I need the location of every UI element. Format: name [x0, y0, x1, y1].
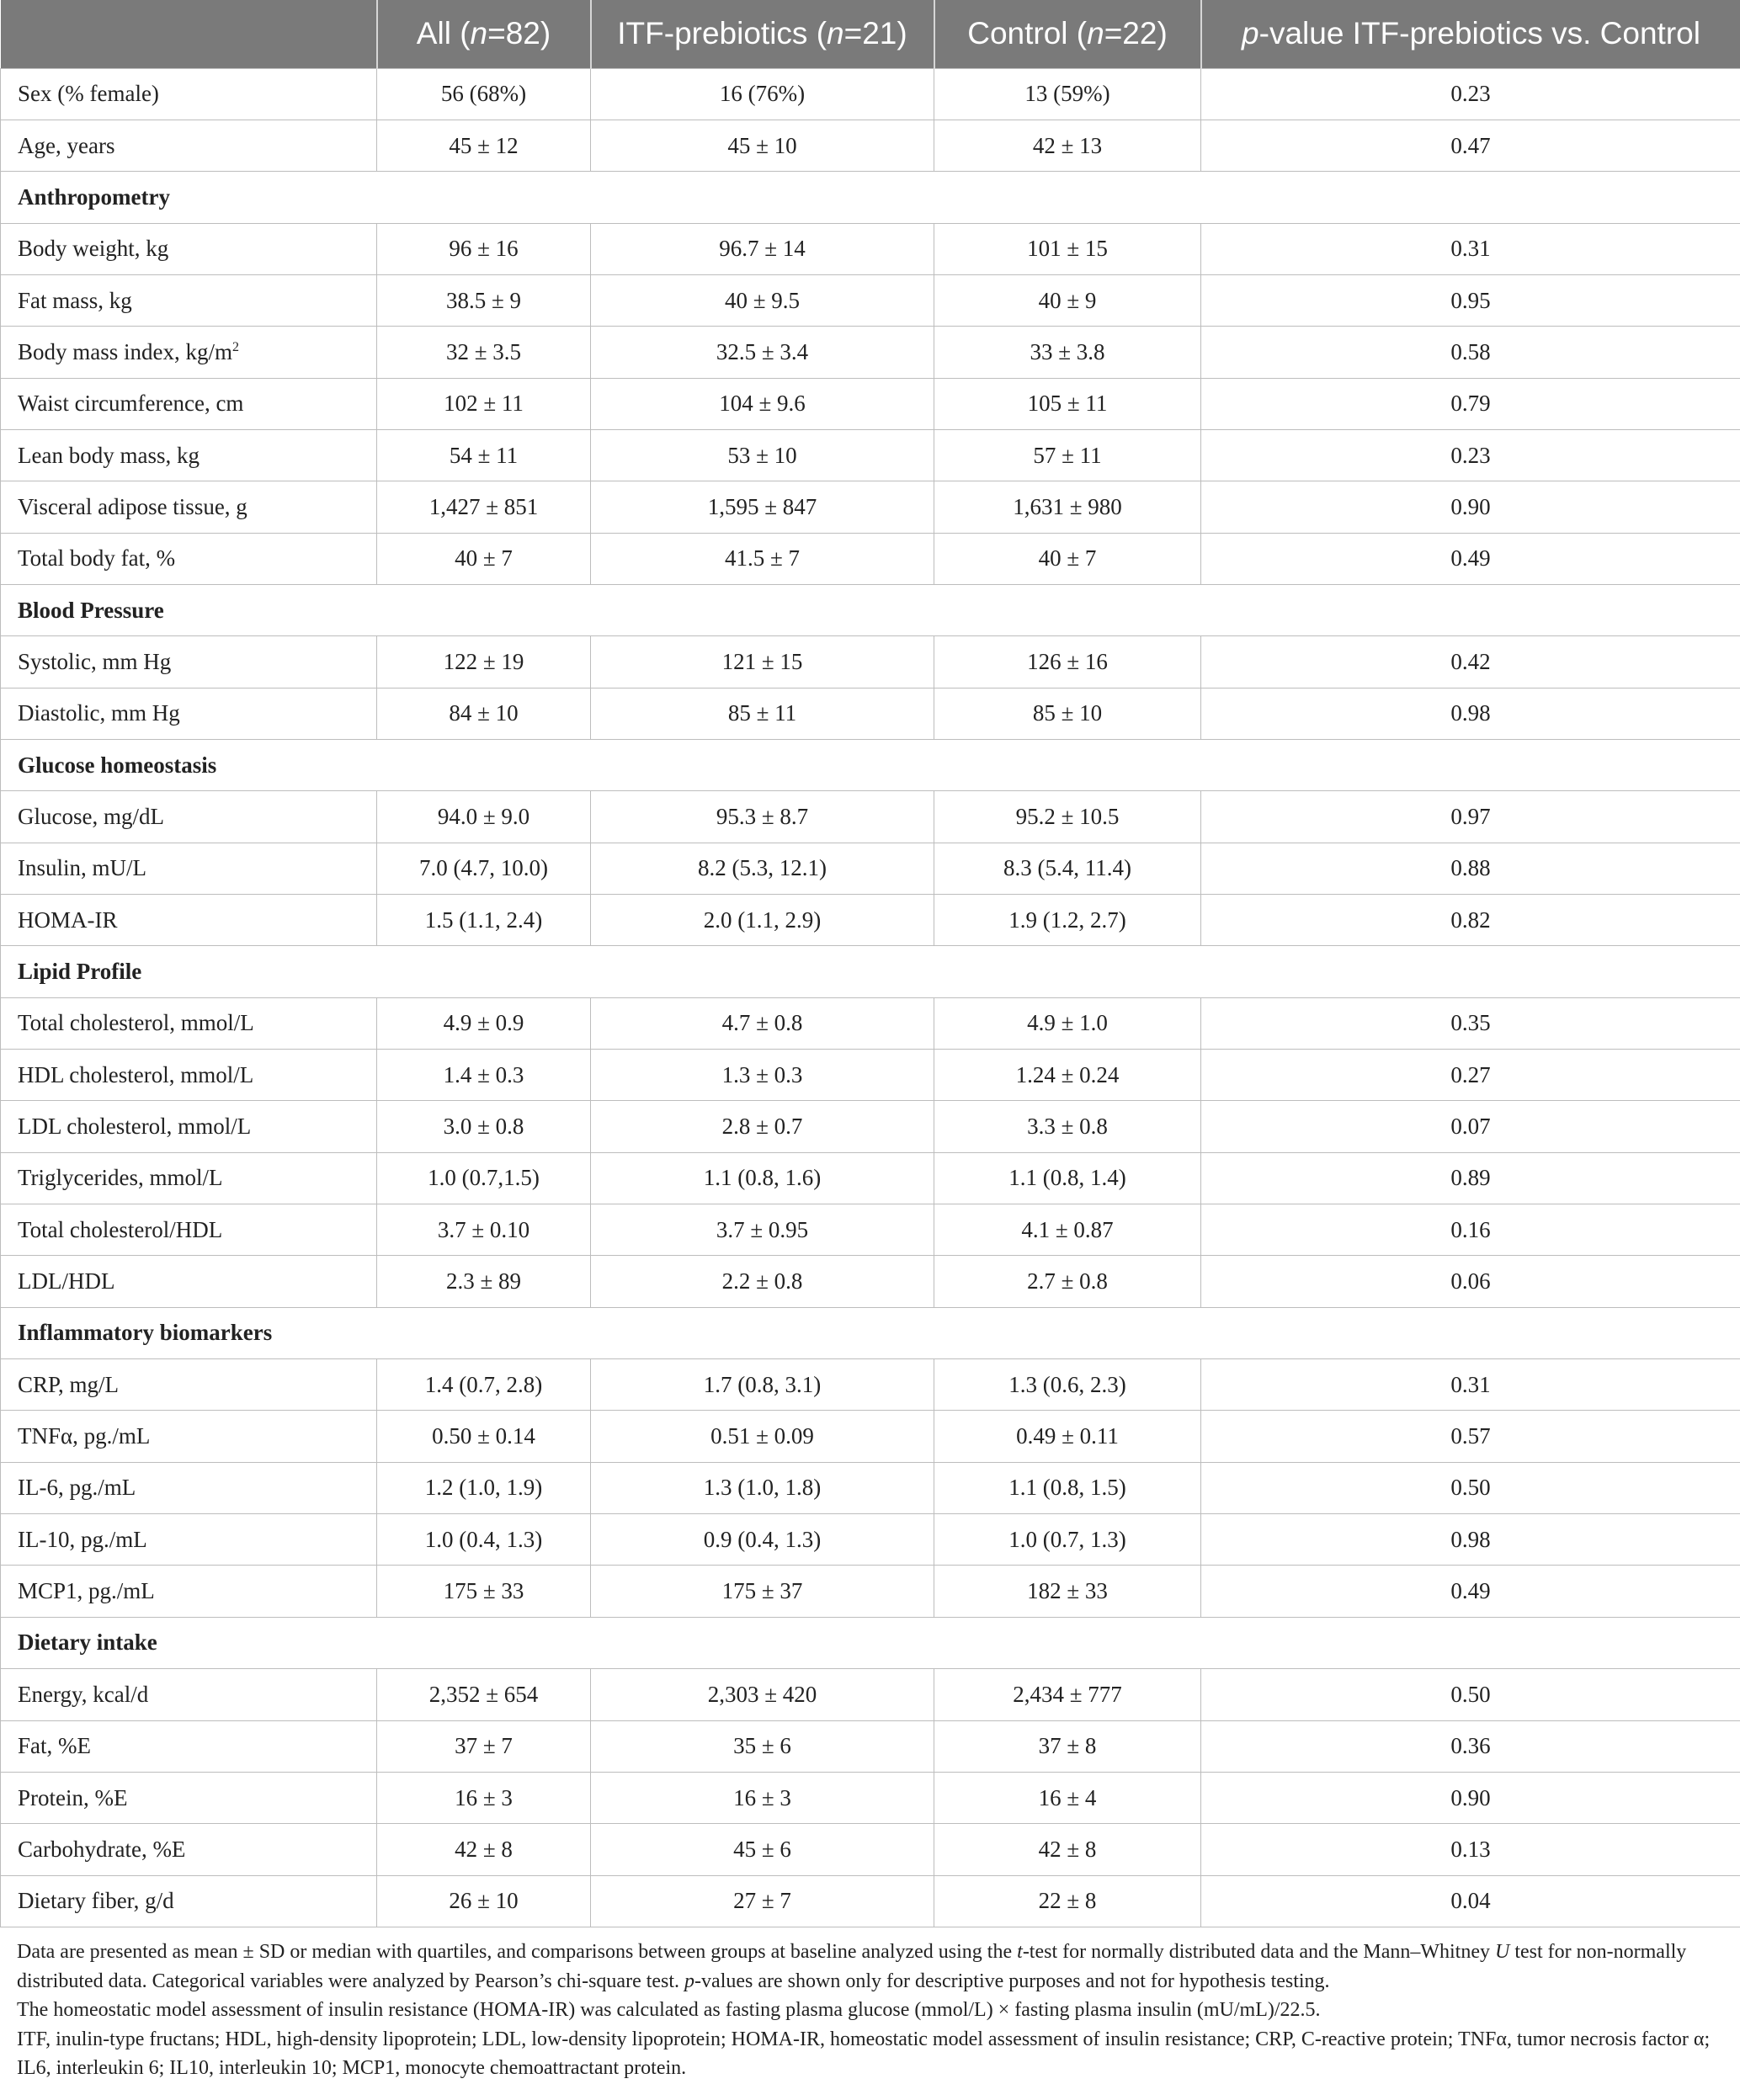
section-header-row [1, 1307, 1740, 1358]
header-p-value: p-value ITF-prebiotics vs. Control [1201, 0, 1740, 68]
header-row [1, 0, 1740, 68]
cell-control: 2.7 ± 0.8 [934, 1256, 1201, 1307]
cell-itf-prebiotics: 2,303 ± 420 [591, 1669, 934, 1720]
header-itf-prebiotics: ITF-prebiotics (n=21) [591, 0, 934, 68]
footnote-homa-ir: The homeostatic model assessment of insulin resistance (HOMA-IR) was calculated as fasting plasma glucose (mmol/L) × fasting plasma insulin (mU/mL)/22.5. [17, 1999, 1321, 2021]
table-row [1, 1152, 1740, 1204]
header-label-column [1, 0, 377, 68]
cell-all: 42 ± 8 [377, 1824, 591, 1875]
cell-p-value: 0.23 [1201, 68, 1740, 120]
table-row [1, 223, 1740, 274]
cell-p-value: 0.82 [1201, 895, 1740, 946]
table-row [1, 791, 1740, 843]
table-row [1, 120, 1740, 171]
cell-control: 126 ± 16 [934, 636, 1201, 688]
cell-p-value: 0.06 [1201, 1256, 1740, 1307]
cell-p-value: 0.50 [1201, 1669, 1740, 1720]
section-header-row [1, 172, 1740, 223]
row-label [1, 1566, 377, 1617]
cell-itf-prebiotics: 104 ± 9.6 [591, 378, 934, 429]
cell-control: 1.1 (0.8, 1.5) [934, 1462, 1201, 1513]
cell-control: 33 ± 3.8 [934, 327, 1201, 378]
cell-p-value: 0.35 [1201, 997, 1740, 1049]
cell-control: 22 ± 8 [934, 1875, 1201, 1927]
cell-all: 94.0 ± 9.0 [377, 791, 591, 843]
row-label [1, 1824, 377, 1875]
cell-p-value: 0.36 [1201, 1720, 1740, 1772]
cell-all: 56 (68%) [377, 68, 591, 120]
cell-itf-prebiotics: 2.2 ± 0.8 [591, 1256, 934, 1307]
section-header-row [1, 946, 1740, 997]
row-label-text: Carbohydrate, %E [18, 1836, 186, 1862]
row-label [1, 68, 377, 120]
table-row [1, 1411, 1740, 1462]
cell-all: 122 ± 19 [377, 636, 591, 688]
row-label-text: LDL/HDL [18, 1268, 115, 1295]
table-row [1, 997, 1740, 1049]
cell-p-value: 0.89 [1201, 1152, 1740, 1204]
section-title: Inflammatory biomarkers [1, 1307, 1740, 1358]
row-label-text: Body weight, kg [18, 236, 169, 262]
row-label-text: IL-6, pg./mL [18, 1475, 136, 1501]
cell-control: 1.1 (0.8, 1.4) [934, 1152, 1201, 1204]
cell-all: 37 ± 7 [377, 1720, 591, 1772]
cell-p-value: 0.31 [1201, 1359, 1740, 1411]
cell-p-value: 0.90 [1201, 1772, 1740, 1823]
table-row [1, 895, 1740, 946]
table-row [1, 378, 1740, 429]
cell-all: 1.2 (1.0, 1.9) [377, 1462, 591, 1513]
row-label [1, 1204, 377, 1256]
row-label-text: Energy, kcal/d [18, 1681, 149, 1707]
row-label-text: Diastolic, mm Hg [18, 700, 180, 726]
cell-p-value: 0.47 [1201, 120, 1740, 171]
cell-all: 3.0 ± 0.8 [377, 1101, 591, 1152]
cell-itf-prebiotics: 96.7 ± 14 [591, 223, 934, 274]
section-title: Lipid Profile [1, 946, 1740, 997]
cell-p-value: 0.07 [1201, 1101, 1740, 1152]
row-label-superscript: 2 [232, 339, 239, 354]
cell-all: 16 ± 3 [377, 1772, 591, 1823]
cell-all: 1.0 (0.7,1.5) [377, 1152, 591, 1204]
row-label-text: Glucose, mg/dL [18, 803, 164, 829]
cell-control: 4.9 ± 1.0 [934, 997, 1201, 1049]
section-title: Dietary intake [1, 1617, 1740, 1668]
row-label [1, 1514, 377, 1566]
table-row [1, 1359, 1740, 1411]
cell-p-value: 0.58 [1201, 327, 1740, 378]
cell-control: 42 ± 13 [934, 120, 1201, 171]
cell-all: 7.0 (4.7, 10.0) [377, 843, 591, 894]
cell-itf-prebiotics: 1.1 (0.8, 1.6) [591, 1152, 934, 1204]
cell-control: 2,434 ± 777 [934, 1669, 1201, 1720]
cell-itf-prebiotics: 53 ± 10 [591, 429, 934, 481]
cell-p-value: 0.98 [1201, 1514, 1740, 1566]
row-label [1, 688, 377, 739]
row-label-text: Protein, %E [18, 1784, 128, 1810]
row-label [1, 1772, 377, 1823]
row-label [1, 1101, 377, 1152]
table-row [1, 1772, 1740, 1823]
cell-control: 0.49 ± 0.11 [934, 1411, 1201, 1462]
cell-control: 57 ± 11 [934, 429, 1201, 481]
cell-all: 84 ± 10 [377, 688, 591, 739]
cell-all: 32 ± 3.5 [377, 327, 591, 378]
section-header-row [1, 584, 1740, 635]
cell-itf-prebiotics: 3.7 ± 0.95 [591, 1204, 934, 1256]
table-row [1, 688, 1740, 739]
footnote-methods: Data are presented as mean ± SD or median with quartiles, and comparisons between groups at baseline analyzed using the t-test for normally distributed data and the Mann–Whitney U test for non-normally distributed data. Categorical variables were analyzed by Pearson’s chi-square test. p-values are shown only for descriptive purposes and not for hypothesis testing. [17, 1941, 1687, 1992]
table-row [1, 843, 1740, 894]
table-row [1, 429, 1740, 481]
cell-itf-prebiotics: 2.0 (1.1, 2.9) [591, 895, 934, 946]
table-row [1, 274, 1740, 326]
cell-itf-prebiotics: 45 ± 6 [591, 1824, 934, 1875]
cell-p-value: 0.31 [1201, 223, 1740, 274]
cell-control: 101 ± 15 [934, 223, 1201, 274]
table-row [1, 1669, 1740, 1720]
row-label [1, 1462, 377, 1513]
cell-p-value: 0.23 [1201, 429, 1740, 481]
table-row [1, 1050, 1740, 1101]
cell-p-value: 0.50 [1201, 1462, 1740, 1513]
cell-control: 1.9 (1.2, 2.7) [934, 895, 1201, 946]
table-row [1, 1566, 1740, 1617]
section-header-row [1, 1617, 1740, 1668]
cell-all: 1,427 ± 851 [377, 481, 591, 533]
cell-itf-prebiotics: 16 (76%) [591, 68, 934, 120]
table-row [1, 1514, 1740, 1566]
cell-all: 96 ± 16 [377, 223, 591, 274]
cell-p-value: 0.98 [1201, 688, 1740, 739]
cell-control: 1.24 ± 0.24 [934, 1050, 1201, 1101]
section-header-row [1, 739, 1740, 790]
row-label [1, 120, 377, 171]
table-header [1, 0, 1740, 68]
cell-p-value: 0.57 [1201, 1411, 1740, 1462]
cell-control: 1.3 (0.6, 2.3) [934, 1359, 1201, 1411]
cell-p-value: 0.79 [1201, 378, 1740, 429]
row-label [1, 1720, 377, 1772]
cell-all: 3.7 ± 0.10 [377, 1204, 591, 1256]
cell-all: 2,352 ± 654 [377, 1669, 591, 1720]
cell-control: 16 ± 4 [934, 1772, 1201, 1823]
table-row [1, 1101, 1740, 1152]
row-label-text: Body mass index, kg/m [18, 338, 232, 364]
table-row [1, 636, 1740, 688]
cell-all: 40 ± 7 [377, 533, 591, 584]
row-label-text: TNFα, pg./mL [18, 1423, 151, 1449]
cell-itf-prebiotics: 32.5 ± 3.4 [591, 327, 934, 378]
cell-p-value: 0.27 [1201, 1050, 1740, 1101]
row-label [1, 223, 377, 274]
table-row [1, 68, 1740, 120]
cell-itf-prebiotics: 1.7 (0.8, 3.1) [591, 1359, 934, 1411]
cell-control: 40 ± 7 [934, 533, 1201, 584]
cell-itf-prebiotics: 8.2 (5.3, 12.1) [591, 843, 934, 894]
cell-control: 8.3 (5.4, 11.4) [934, 843, 1201, 894]
row-label [1, 1256, 377, 1307]
cell-itf-prebiotics: 0.9 (0.4, 1.3) [591, 1514, 934, 1566]
cell-itf-prebiotics: 175 ± 37 [591, 1566, 934, 1617]
table-row [1, 1875, 1740, 1927]
row-label [1, 1875, 377, 1927]
cell-all: 1.5 (1.1, 2.4) [377, 895, 591, 946]
cell-p-value: 0.16 [1201, 1204, 1740, 1256]
row-label-text: IL-10, pg./mL [18, 1526, 147, 1552]
cell-control: 85 ± 10 [934, 688, 1201, 739]
cell-itf-prebiotics: 1,595 ± 847 [591, 481, 934, 533]
cell-p-value: 0.13 [1201, 1824, 1740, 1875]
cell-all: 175 ± 33 [377, 1566, 591, 1617]
cell-all: 2.3 ± 89 [377, 1256, 591, 1307]
cell-itf-prebiotics: 27 ± 7 [591, 1875, 934, 1927]
cell-control: 3.3 ± 0.8 [934, 1101, 1201, 1152]
row-label [1, 429, 377, 481]
cell-itf-prebiotics: 95.3 ± 8.7 [591, 791, 934, 843]
cell-all: 1.0 (0.4, 1.3) [377, 1514, 591, 1566]
header-control: Control (n=22) [934, 0, 1201, 68]
row-label [1, 1669, 377, 1720]
row-label [1, 791, 377, 843]
table-row [1, 1204, 1740, 1256]
cell-itf-prebiotics: 41.5 ± 7 [591, 533, 934, 584]
table-row [1, 1720, 1740, 1772]
table-row [1, 1462, 1740, 1513]
cell-itf-prebiotics: 16 ± 3 [591, 1772, 934, 1823]
cell-p-value: 0.42 [1201, 636, 1740, 688]
cell-control: 1.0 (0.7, 1.3) [934, 1514, 1201, 1566]
table-row [1, 481, 1740, 533]
row-label [1, 636, 377, 688]
cell-itf-prebiotics: 1.3 (1.0, 1.8) [591, 1462, 934, 1513]
row-label-text: Systolic, mm Hg [18, 648, 172, 674]
row-label [1, 378, 377, 429]
row-label [1, 1050, 377, 1101]
row-label-text: Sex (% female) [18, 81, 159, 107]
row-label-text: Total cholesterol, mmol/L [18, 1010, 254, 1036]
table-body [1, 68, 1740, 1927]
row-label-text: MCP1, pg./mL [18, 1578, 155, 1604]
cell-p-value: 0.88 [1201, 843, 1740, 894]
cell-p-value: 0.49 [1201, 1566, 1740, 1617]
table-row [1, 533, 1740, 584]
row-label-text: Fat, %E [18, 1733, 91, 1759]
row-label-text: Insulin, mU/L [18, 855, 146, 881]
cell-control: 42 ± 8 [934, 1824, 1201, 1875]
cell-all: 4.9 ± 0.9 [377, 997, 591, 1049]
header-all: All (n=82) [377, 0, 591, 68]
row-label [1, 843, 377, 894]
cell-p-value: 0.04 [1201, 1875, 1740, 1927]
cell-control: 95.2 ± 10.5 [934, 791, 1201, 843]
cell-control: 37 ± 8 [934, 1720, 1201, 1772]
row-label [1, 327, 377, 378]
cell-p-value: 0.95 [1201, 274, 1740, 326]
cell-itf-prebiotics: 35 ± 6 [591, 1720, 934, 1772]
cell-all: 0.50 ± 0.14 [377, 1411, 591, 1462]
cell-all: 102 ± 11 [377, 378, 591, 429]
table-row [1, 1824, 1740, 1875]
row-label [1, 481, 377, 533]
row-label-text: Total body fat, % [18, 545, 176, 572]
cell-itf-prebiotics: 2.8 ± 0.7 [591, 1101, 934, 1152]
section-title: Glucose homeostasis [1, 739, 1740, 790]
row-label-text: HOMA-IR [18, 906, 118, 933]
table-row [1, 1256, 1740, 1307]
cell-all: 38.5 ± 9 [377, 274, 591, 326]
table-footnotes [17, 1938, 1726, 2083]
cell-p-value: 0.49 [1201, 533, 1740, 584]
cell-control: 105 ± 11 [934, 378, 1201, 429]
section-title: Anthropometry [1, 172, 1740, 223]
cell-control: 4.1 ± 0.87 [934, 1204, 1201, 1256]
row-label [1, 274, 377, 326]
row-label [1, 533, 377, 584]
row-label-text: Total cholesterol/HDL [18, 1216, 223, 1242]
row-label [1, 997, 377, 1049]
row-label-text: Age, years [18, 132, 115, 158]
row-label-text: Visceral adipose tissue, g [18, 493, 247, 519]
section-title: Blood Pressure [1, 584, 1740, 635]
row-label-text: Fat mass, kg [18, 287, 132, 313]
cell-p-value: 0.90 [1201, 481, 1740, 533]
row-label-text: HDL cholesterol, mmol/L [18, 1061, 254, 1087]
cell-p-value: 0.97 [1201, 791, 1740, 843]
cell-itf-prebiotics: 1.3 ± 0.3 [591, 1050, 934, 1101]
cell-all: 1.4 (0.7, 2.8) [377, 1359, 591, 1411]
cell-itf-prebiotics: 0.51 ± 0.09 [591, 1411, 934, 1462]
cell-itf-prebiotics: 121 ± 15 [591, 636, 934, 688]
row-label [1, 895, 377, 946]
cell-control: 40 ± 9 [934, 274, 1201, 326]
cell-itf-prebiotics: 85 ± 11 [591, 688, 934, 739]
cell-control: 1,631 ± 980 [934, 481, 1201, 533]
cell-all: 26 ± 10 [377, 1875, 591, 1927]
row-label [1, 1359, 377, 1411]
row-label-text: LDL cholesterol, mmol/L [18, 1114, 252, 1140]
row-label [1, 1152, 377, 1204]
table-row [1, 327, 1740, 378]
row-label-text: Triglycerides, mmol/L [18, 1165, 223, 1191]
footnote-abbreviations: ITF, inulin-type fructans; HDL, high-density lipoprotein; LDL, low-density lipoprotein; HOMA-IR, homeostatic model assessment of insulin resistance; CRP, C-reactive protein; TNFα, tumor necrosis factor α; IL6, interleukin 6; IL10, interleukin 10; MCP1, monocyte chemoattractant protein. [17, 2028, 1711, 2079]
row-label-text: CRP, mg/L [18, 1371, 120, 1397]
cell-itf-prebiotics: 4.7 ± 0.8 [591, 997, 934, 1049]
cell-control: 182 ± 33 [934, 1566, 1201, 1617]
cell-itf-prebiotics: 40 ± 9.5 [591, 274, 934, 326]
cell-all: 45 ± 12 [377, 120, 591, 171]
cell-control: 13 (59%) [934, 68, 1201, 120]
row-label [1, 1411, 377, 1462]
row-label-text: Lean body mass, kg [18, 442, 200, 468]
cell-all: 54 ± 11 [377, 429, 591, 481]
cell-all: 1.4 ± 0.3 [377, 1050, 591, 1101]
row-label-text: Waist circumference, cm [18, 391, 244, 417]
row-label-text: Dietary fiber, g/d [18, 1888, 174, 1914]
cell-itf-prebiotics: 45 ± 10 [591, 120, 934, 171]
